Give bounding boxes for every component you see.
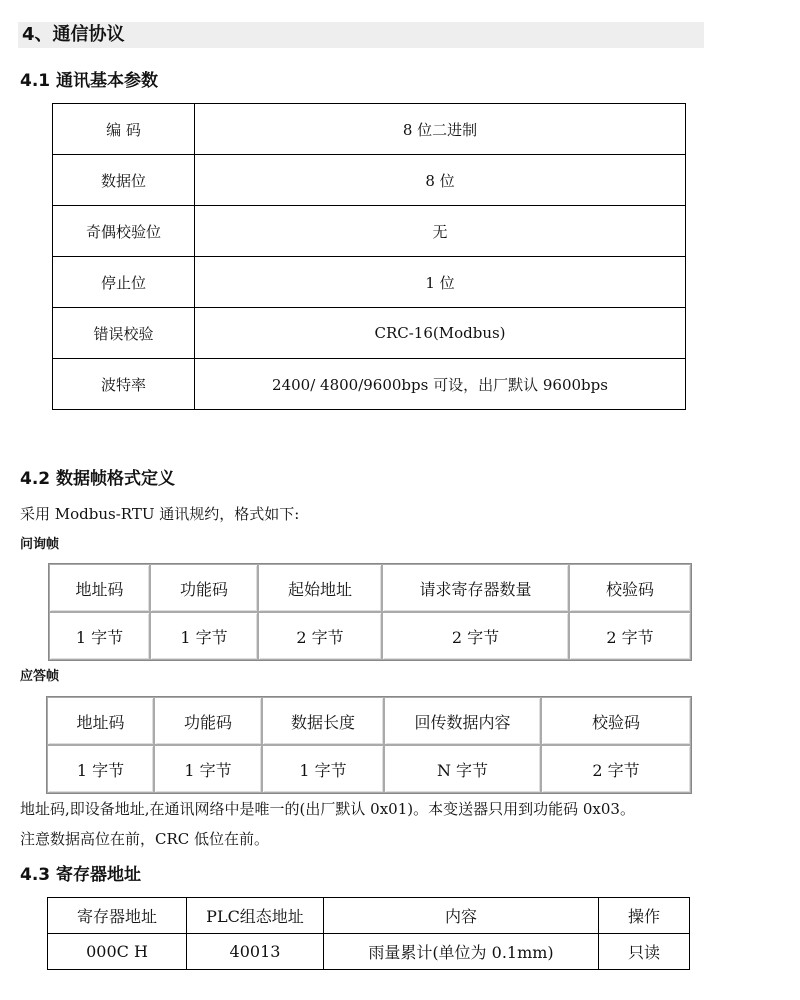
table-row (47, 745, 691, 793)
register-header: PLC组态地址 (187, 898, 324, 934)
param-key: 奇偶校验位 (53, 206, 195, 257)
register-table (47, 897, 690, 970)
section-4-3-title: 4.3 寄存器地址 (20, 865, 142, 885)
register-cell: 40013 (187, 934, 324, 970)
query-header: 起始地址 (258, 564, 382, 612)
byte-order-note: 注意数据高位在前，CRC 低位在前。 (20, 830, 270, 848)
reply-value: 1 字节 (154, 745, 262, 793)
param-key: 波特率 (53, 359, 195, 410)
reply-header: 功能码 (154, 697, 262, 745)
query-header: 地址码 (49, 564, 150, 612)
table-row (53, 155, 686, 206)
reply-header: 校验码 (541, 697, 691, 745)
register-cell: 只读 (599, 934, 690, 970)
table-row (47, 697, 691, 745)
query-value: 2 字节 (258, 612, 382, 660)
table-row (53, 359, 686, 410)
table-row (53, 104, 686, 155)
reply-header: 回传数据内容 (384, 697, 541, 745)
section-4-1-title: 4.1 通讯基本参数 (20, 71, 159, 91)
table-row (53, 206, 686, 257)
register-cell: 雨量累计(单位为 0.1mm) (324, 934, 599, 970)
query-value: 2 字节 (382, 612, 569, 660)
table-row (53, 257, 686, 308)
param-key: 数据位 (53, 155, 195, 206)
address-note: 地址码,即设备地址,在通讯网络中是唯一的(出厂默认 0x01)。本变送器只用到功能码 0x03。 (20, 800, 635, 818)
reply-value: 1 字节 (262, 745, 384, 793)
query-header: 校验码 (569, 564, 691, 612)
table-row (53, 308, 686, 359)
reply-value: 2 字节 (541, 745, 691, 793)
reply-frame-label: 应答帧 (20, 669, 60, 684)
query-header: 功能码 (150, 564, 258, 612)
param-value: 8 位二进制 (195, 104, 686, 155)
comm-params-table (52, 103, 686, 410)
param-key: 编 码 (53, 104, 195, 155)
table-row (48, 898, 690, 934)
query-value: 1 字节 (49, 612, 150, 660)
register-header: 内容 (324, 898, 599, 934)
param-value: 8 位 (195, 155, 686, 206)
param-value: 1 位 (195, 257, 686, 308)
table-row (48, 934, 690, 970)
table-row (49, 564, 691, 612)
section-4-2-title: 4.2 数据帧格式定义 (20, 469, 176, 489)
table-row (49, 612, 691, 660)
reply-header: 地址码 (47, 697, 154, 745)
register-header: 寄存器地址 (48, 898, 187, 934)
query-frame-label: 问询帧 (20, 537, 60, 552)
reply-value: 1 字节 (47, 745, 154, 793)
query-value: 1 字节 (150, 612, 258, 660)
reply-value: N 字节 (384, 745, 541, 793)
param-value: CRC-16(Modbus) (195, 308, 686, 359)
section-title: 4、通信协议 (18, 22, 704, 48)
query-header: 请求寄存器数量 (382, 564, 569, 612)
param-key: 错误校验 (53, 308, 195, 359)
reply-frame-table (46, 696, 692, 794)
param-value: 无 (195, 206, 686, 257)
param-key: 停止位 (53, 257, 195, 308)
query-value: 2 字节 (569, 612, 691, 660)
frame-intro: 采用 Modbus-RTU 通讯规约，格式如下: (20, 505, 300, 523)
register-cell: 000C H (48, 934, 187, 970)
register-header: 操作 (599, 898, 690, 934)
query-frame-table (48, 563, 692, 661)
reply-header: 数据长度 (262, 697, 384, 745)
param-value: 2400/ 4800/9600bps 可设，出厂默认 9600bps (195, 359, 686, 410)
